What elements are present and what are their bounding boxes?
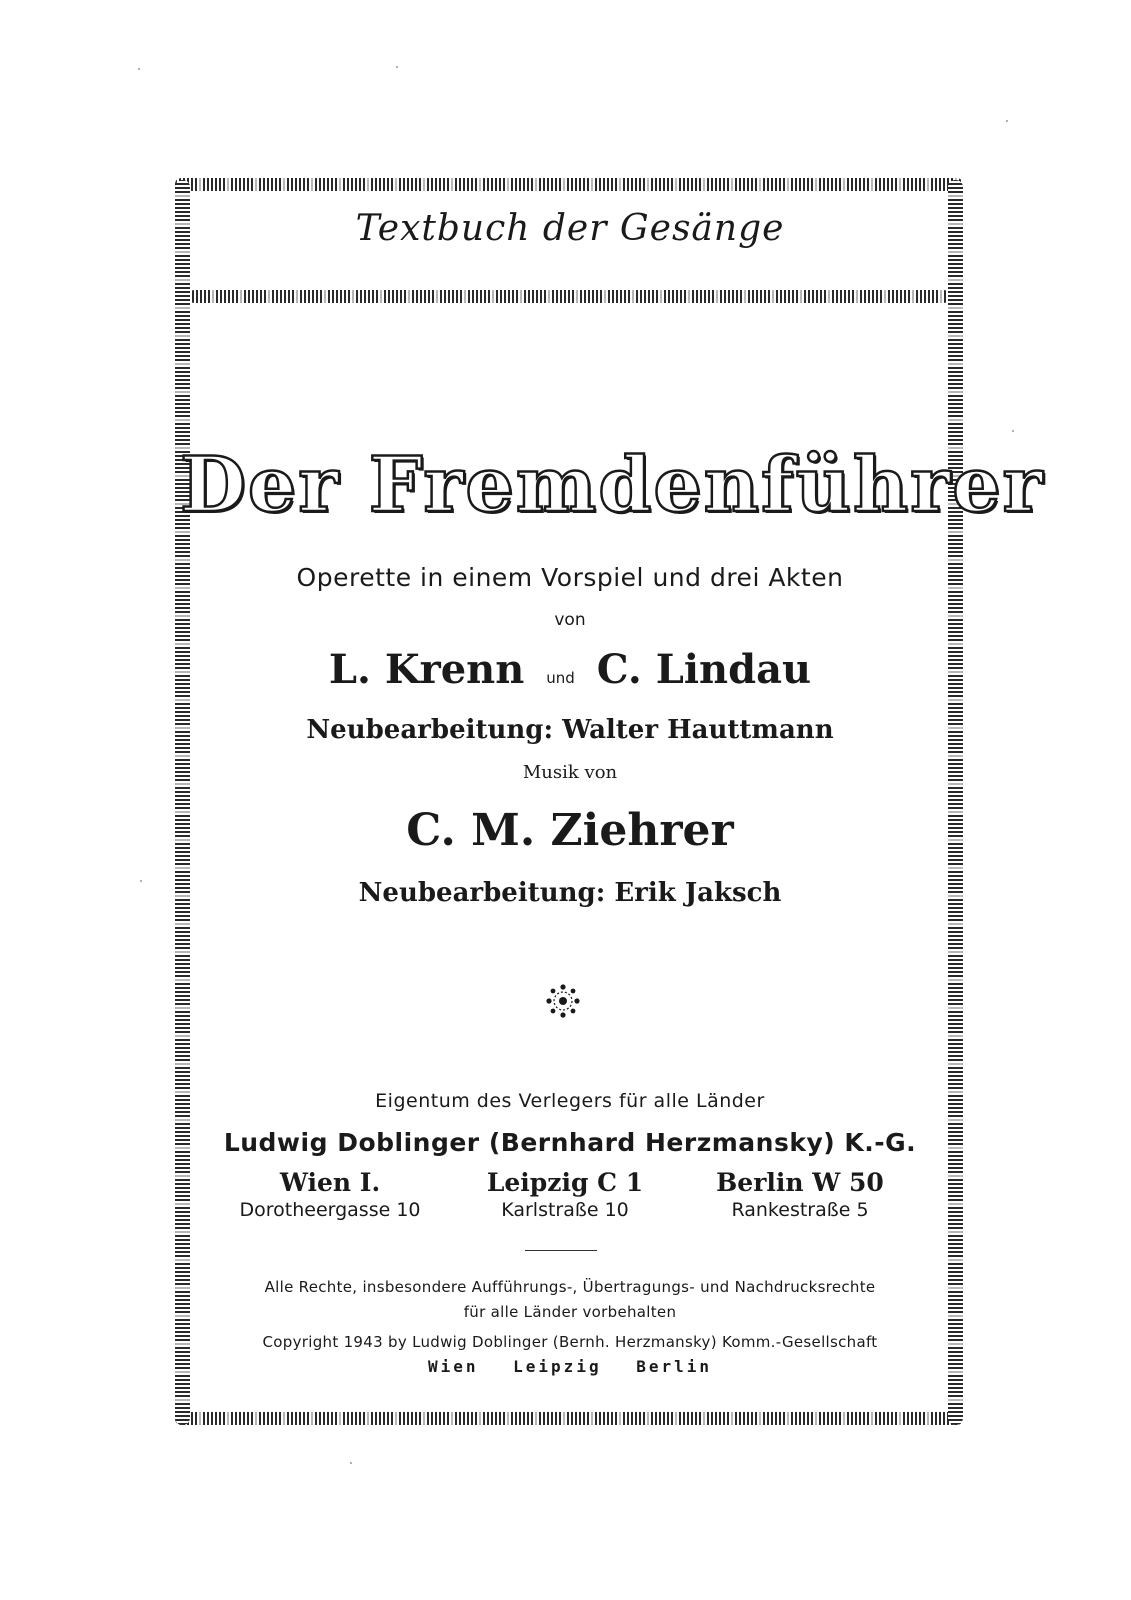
text-rework: Neubearbeitung: Walter Hauttmann <box>306 715 834 745</box>
copyright-notice: Copyright 1943 by Ludwig Doblinger (Bernh. Herzmansky) Komm.-Gesellschaft <box>262 1333 878 1351</box>
rights-notice-line2: für alle Länder vorbehalten <box>463 1303 677 1321</box>
publisher-locations <box>215 1168 915 1221</box>
city-street: Dorotheergasse 10 <box>239 1199 421 1221</box>
city-street: Karlstraße 10 <box>501 1199 629 1221</box>
header-divider <box>188 290 950 303</box>
border-bottom <box>175 1412 963 1425</box>
floral-ornament-icon <box>544 982 582 1020</box>
by-label: von <box>554 610 586 630</box>
authors <box>180 646 960 693</box>
rights-notice-line1: Alle Rechte, insbesondere Aufführungs-, Übertragungs- und Nachdrucksrechte <box>264 1278 876 1296</box>
footer-cities: Wien Leipzig Berlin <box>427 1357 713 1376</box>
border-left <box>175 180 190 1425</box>
subtitle: Operette in einem Vorspiel und drei Akten <box>296 563 844 592</box>
city-name: Wien I. <box>279 1168 381 1197</box>
music-rework: Neubearbeitung: Erik Jaksch <box>358 878 782 908</box>
location-leipzig <box>450 1168 680 1221</box>
music-label: Musik von <box>522 762 618 783</box>
header-title: Textbuch der Gesänge <box>355 208 785 249</box>
publisher-name: Ludwig Doblinger (Bernhard Herzmansky) K.-G. <box>223 1128 917 1157</box>
location-berlin <box>685 1168 915 1221</box>
speck <box>396 66 398 68</box>
speck <box>138 68 140 70</box>
border-top <box>175 178 963 191</box>
city-name: Berlin W 50 <box>716 1168 884 1197</box>
ownership-notice: Eigentum des Verlegers für alle Länder <box>375 1090 765 1112</box>
border-right <box>948 180 963 1425</box>
page-title: Der Fremdenführer <box>180 440 1045 529</box>
city-street: Rankestraße 5 <box>731 1199 869 1221</box>
speck <box>140 880 142 882</box>
divider <box>525 1250 597 1251</box>
author-first: L. Krenn <box>328 646 525 693</box>
speck <box>350 1462 352 1464</box>
speck <box>1012 430 1014 432</box>
author-second: C. Lindau <box>596 646 812 693</box>
location-vienna <box>215 1168 445 1221</box>
composer: C. M. Ziehrer <box>406 805 734 856</box>
city-name: Leipzig C 1 <box>486 1168 644 1197</box>
author-conjunction: und <box>546 669 575 687</box>
speck <box>1006 120 1008 122</box>
